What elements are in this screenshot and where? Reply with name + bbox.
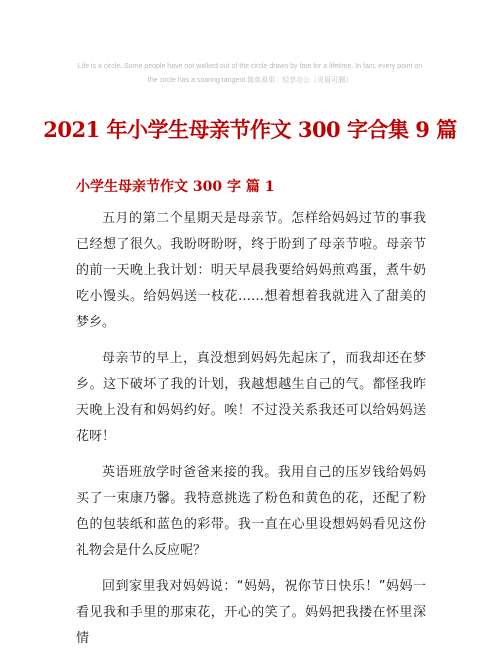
section-heading: 小学生母亲节作文 300 字 篇 1: [76, 179, 275, 195]
header-watermark: [60, 60, 440, 88]
paragraph-2: 母亲节的早上，真没想到妈妈先起床了，而我却还在梦乡。这下破坏了我的计划，我越想越生自己的气。都怪我昨天晚上没有和妈妈约好。唉！不过没关系我还可以给妈妈送花呀！: [76, 351, 426, 444]
paragraph-1: 五月的第二个星期天是母亲节。怎样给妈妈过节的事我已经想了很久。我盼呀盼呀，终于盼到了母亲节啦。母亲节的前一天晚上我计划：明天早晨我要给妈妈煎鸡蛋，煮牛奶吃小馒头。给妈妈送一枝花……想着想着我就进入了甜美的梦乡。: [76, 211, 426, 330]
paragraph-3: 英语班放学时爸爸来接的我。我用自己的压岁钱给妈妈买了一束康乃馨。我特意挑选了粉色和黄色的花，还配了粉色的包装纸和蓝色的彩带。我一直在心里设想妈妈看见这份礼物会是什么反应呢？: [76, 465, 426, 558]
watermark-line-2: the circle has a soaring tangent.简单易用 轻享办公（页眉可删）: [147, 77, 353, 84]
watermark-line-1: Life is a circle. Some people have not walked out of the circle drawn by fate for a lifetime. In fact, every point on: [77, 63, 423, 70]
document-title: 2021 年小学生母亲节作文 300 字合集 9 篇: [43, 117, 457, 142]
paragraph-4: 回到家里我对妈妈说：“妈妈，祝你节日快乐！”妈妈一看见我和手里的那束花，开心的笑了。妈妈把我搂在怀里深情: [76, 579, 426, 646]
body-text: [76, 206, 426, 662]
